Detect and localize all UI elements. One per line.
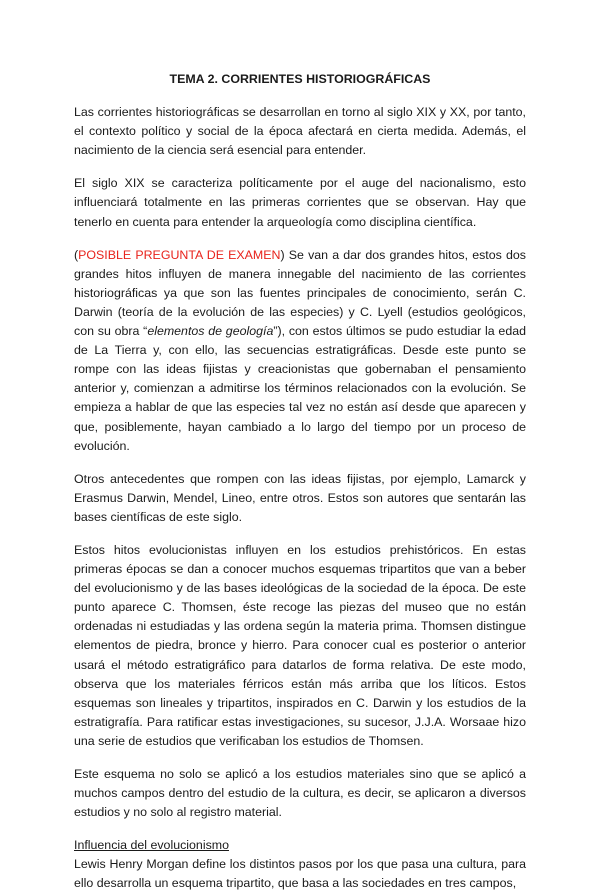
open-paren: ( [74,247,79,262]
paragraph-morgan: Lewis Henry Morgan define los distintos pasos por los que pasa una cultura, para ello desarrolla un esquema tripartito, que basa a las sociedades en tres campos, [74,857,526,891]
section-heading-evolucionismo: Influencia del evolucionismo [74,838,229,853]
paragraph-exam-text-b: ”), con estos últimos se pudo estudiar la edad de La Tierra y, con ello, las secuencias estratigráficas. Desde este punto se rompe con las ideas fijistas y creacionistas que gobernaban el pensamiento anterior y, comienzan a admitirse los términos relacionados con la evolución. Se empieza a hablar de que las especies tal vez no están así desde que aparecen y que, posiblemente, hayan cambiado a lo largo del tiempo por un proceso de evolución. [74,324,526,453]
paragraph-esquema: Este esquema no solo se aplicó a los estudios materiales sino que se aplicó a muchos campos dentro del estudio de la cultura, es decir, se aplicaron a diversos estudios y no solo al registro material. [74,767,526,820]
paragraph-hitos-evolucionistas: Estos hitos evolucionistas influyen en los estudios prehistóricos. En estas primeras épocas se dan a conocer muchos esquemas tripartitos que van a beber del evolucionismo y de las bases ideológicas de la sociedad de la época. De este punto aparece C. Thomsen, éste recoge las piezas del museo que no están ordenadas ni estudiadas y las ordena según la materia prima. Thomsen distingue elementos de piedra, bronce y hierro. Para conocer cual es posterior o anterior usará el método estratigráfico para datarlos de forma relativa. De este modo, observa que los materiales férricos están más arriba que los líticos. Estos esquemas son lineales y tripartitos, inspirados en C. Darwin y los estudios de la estratigrafía. Para ratificar estas investigaciones, su sucesor, J.J.A. Worsaae hizo una serie de estudios que verificaban los estudios de Thomsen. [74,542,526,748]
document-page [74,70,526,894]
book-title-italic: elementos de geología [147,324,274,339]
paragraph-antecedentes: Otros antecedentes que rompen con las ideas fijistas, por ejemplo, Lamarck y Erasmus Darwin, Mendel, Lineo, entre otros. Estos son autores que sentarán las bases científicas de este siglo. [74,471,526,524]
paragraph-siglo-xix: El siglo XIX se caracteriza políticamente por el auge del nacionalismo, esto influenciará totalmente en las primeras corrientes que se observan. Hay que tenerlo en cuenta para entender la arqueología como disciplina científica. [74,176,526,229]
document-title: TEMA 2. CORRIENTES HISTORIOGRÁFICAS [169,72,431,86]
paragraph-exam-text-a: ) Se van a dar dos grandes hitos, estos dos grandes hitos influyen de manera innegable del nacimiento de las corrientes historiográficas ya que son las fuentes principales de conocimiento, serán C. Darwin (teoría de la evolución de las especies) y C. Lyell (estudios geológicos, con su obra “ [74,247,526,339]
exam-highlight: POSIBLE PREGUNTA DE EXAMEN [78,247,281,262]
paragraph-intro: Las corrientes historiográficas se desarrollan en torno al siglo XIX y XX, por tanto, el contexto político y social de la época afectará en cierta medida. Además, el nacimiento de la ciencia será esencial para entender. [74,105,526,158]
paragraph-exam-question [74,246,526,456]
